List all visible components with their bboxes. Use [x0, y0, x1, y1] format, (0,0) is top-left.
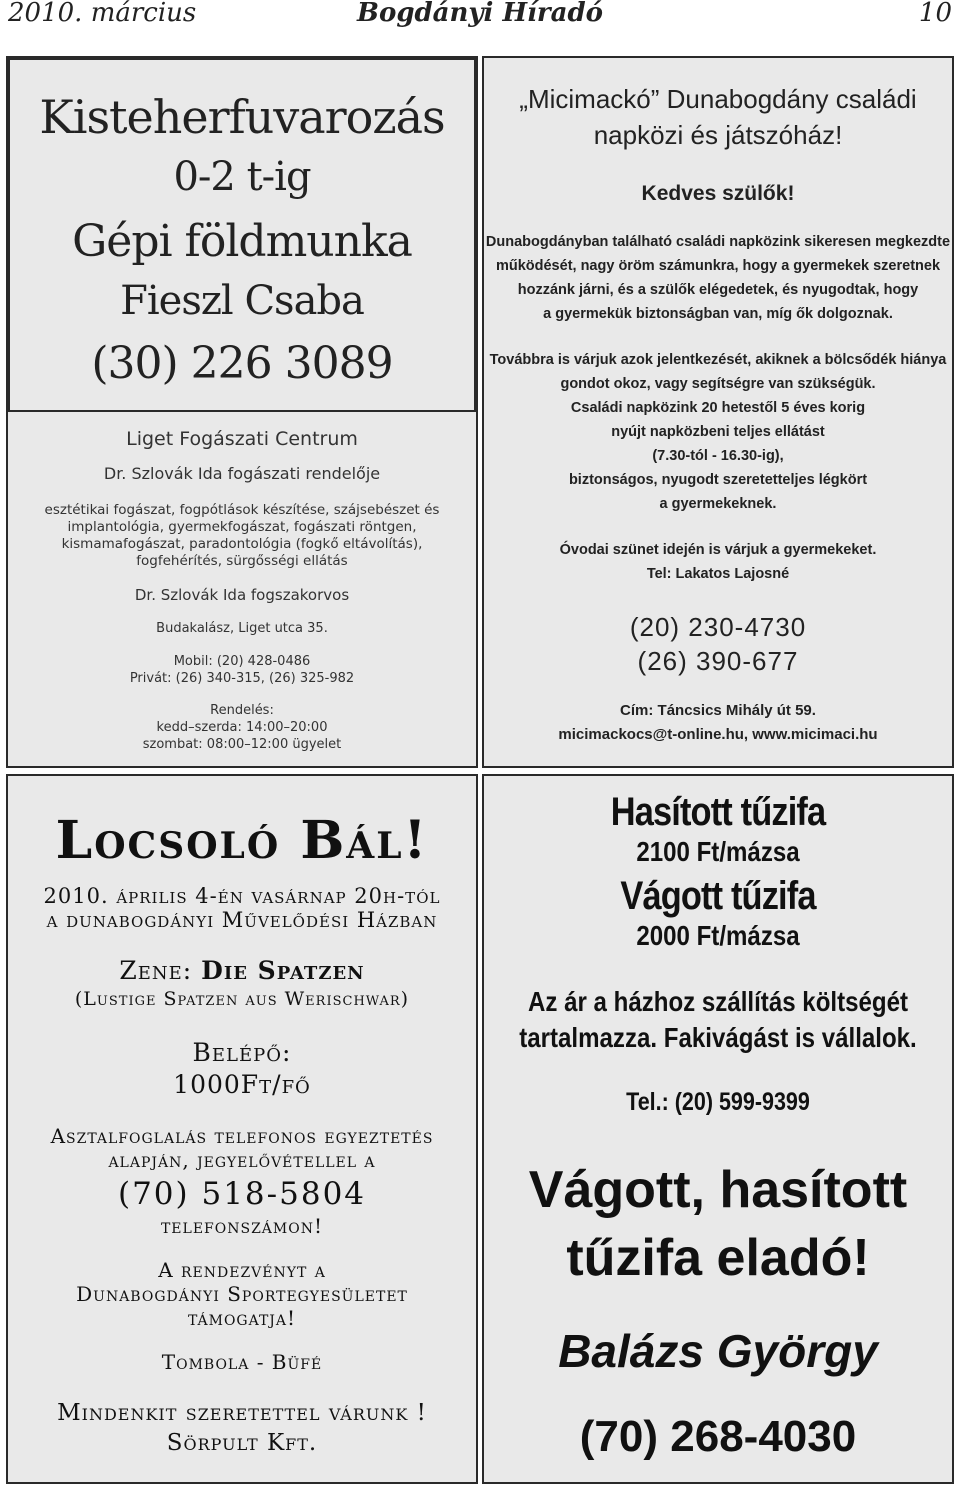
micimacko-para1-1: Dunabogdányban található családi napközink sikeresen megkezdte	[485, 234, 951, 250]
micimacko-para2-6: biztonságos, nyugodt szeretetteljes légkört	[568, 472, 868, 488]
micimacko-web: micimackocs@t-online.hu, www.micimaci.hu	[558, 726, 878, 743]
firewood-price-1: 2100 Ft/mázsa	[636, 836, 800, 867]
micimacko-para2-5: (7.30-tól - 16.30-ig),	[652, 448, 784, 464]
firewood-item-1: Hasított tűzifa	[610, 790, 826, 834]
dental-private-phone: Privát: (26) 340-315, (26) 325-982	[129, 671, 355, 686]
dental-hours-label: Rendelés:	[210, 703, 274, 718]
ball-date-2: a dunabogdányi Művelődési Házban	[46, 908, 438, 932]
ball-booking-2: alapján, jegyelővétellel a	[108, 1148, 376, 1172]
firewood-phone: Tel.: (20) 599-9399	[626, 1088, 810, 1116]
page-number: 10	[918, 0, 952, 28]
page-header	[0, 0, 960, 40]
dental-subtitle: Dr. Szlovák Ida fogászati rendelője	[103, 464, 381, 483]
dental-title: Liget Fogászati Centrum	[126, 428, 358, 450]
micimacko-para2-2: gondot okoz, vagy segítségre van szükségük.	[560, 376, 876, 392]
micimacko-para2-7: a gyermekeknek.	[659, 496, 777, 512]
dental-hours-saturday: szombat: 08:00–12:00 ügyelet	[142, 737, 342, 752]
ball-sponsor-2: Dunabogdányi Sportegyesületet	[76, 1282, 408, 1306]
dental-address: Budakalász, Liget utca 35.	[156, 621, 328, 636]
ball-welcome: Mindenkit szeretettel várunk !	[57, 1400, 427, 1426]
ball-entry-price: 1000Ft/fő	[173, 1070, 311, 1099]
ball-entry-label: Belépő:	[192, 1038, 292, 1067]
dental-hours-weekday: kedd–szerda: 14:00–20:00	[156, 720, 328, 735]
dental-services-2: implantológia, gyermekfogászat, fogászati röntgen,	[67, 519, 417, 535]
ball-music	[8, 956, 476, 985]
ball-date-1: 2010. április 4-én vasárnap 20h-tól	[43, 884, 441, 908]
transport-capacity: 0-2 t-ig	[173, 154, 311, 200]
micimacko-contact: Tel: Lakatos Lajosné	[646, 566, 790, 582]
ball-booking-1: Asztalfoglalás telefonos egyeztetés	[50, 1124, 434, 1148]
firewood-item-2: Vágott tűzifa	[620, 874, 816, 918]
micimacko-phone-1: (20) 230-4730	[629, 612, 807, 642]
ball-sponsor-1: A rendezvényt a	[158, 1258, 326, 1282]
firewood-big-1: Vágott, hasított	[528, 1161, 908, 1219]
dental-mobile: Mobil: (20) 428-0486	[173, 654, 311, 669]
ball-band-subtitle: (Lustige Spatzen aus Werischwar)	[74, 988, 410, 1010]
transport-service-1: Kisteherfuvarozás	[39, 90, 445, 144]
ball-phone-suffix: telefonszámon!	[160, 1214, 324, 1238]
micimacko-title-1: „Micimackó” Dunabogdány családi	[519, 84, 917, 114]
ball-sponsor-3: támogatja!	[187, 1306, 297, 1330]
transport-ad	[8, 58, 476, 412]
micimacko-para2-3: Családi napközink 20 hetestől 5 éves korig	[570, 400, 866, 416]
micimacko-para2-4: nyújt napközbeni teljes ellátást	[611, 424, 825, 440]
firewood-seller-phone: (70) 268-4030	[579, 1412, 857, 1461]
dental-services-3: kismamafogászat, paradontológia (fogkő eltávolítás),	[61, 536, 423, 552]
firewood-note-1: Az ár a házhoz szállítás költségét	[527, 986, 909, 1017]
micimacko-para2-1: Továbbra is várjuk azok jelentkezését, akiknek a bölcsődék hiánya	[489, 352, 947, 368]
transport-service-2: Gépi földmunka	[72, 216, 412, 267]
dental-services-1: esztétikai fogászat, fogpótlások készítése, szájsebészet és	[44, 502, 440, 518]
issue-date: 2010. március	[8, 0, 197, 28]
ball-bar: Sörpult Kft.	[166, 1430, 318, 1456]
firewood-big-2: tűzifa eladó!	[566, 1229, 870, 1287]
micimacko-para1-4: a gyermekük biztonságban van, míg ők dolgoznak.	[543, 306, 893, 322]
dental-ad	[6, 56, 478, 768]
firewood-ad	[482, 774, 954, 1484]
dental-doctor: Dr. Szlovák Ida fogszakorvos	[134, 586, 350, 604]
firewood-price-2: 2000 Ft/mázsa	[636, 920, 800, 951]
micimacko-title-2: napközi és játszóház!	[593, 120, 843, 150]
dental-services-4: fogfehérítés, sürgősségi ellátás	[136, 553, 348, 569]
micimacko-ad	[482, 56, 954, 768]
ball-title: Locsoló Bál!	[55, 810, 429, 871]
ball-phone: (70) 518-5804	[117, 1176, 367, 1212]
ball-band: Die Spatzen	[201, 956, 365, 985]
ball-extras: Tombola - Büfé	[161, 1350, 323, 1374]
ball-music-label: Zene:	[119, 956, 193, 985]
micimacko-para1-3: hozzánk járni, és a szülők elégedetek, és nyugodtak, hogy	[517, 282, 919, 298]
firewood-seller: Balázs György	[558, 1325, 878, 1377]
micimacko-para1-2: működését, nagy öröm számunkra, hogy a gyermekek szeretnek	[495, 258, 941, 274]
firewood-note-2: tartalmazza. Fakivágást is vállalok.	[519, 1022, 917, 1053]
micimacko-phone-2: (26) 390-677	[637, 646, 799, 676]
transport-owner: Fieszl Csaba	[120, 278, 364, 324]
ball-ad	[6, 774, 478, 1484]
micimacko-address: Cím: Táncsics Mihály út 59.	[620, 702, 816, 719]
publication-title: Bogdányi Híradó	[357, 0, 603, 28]
micimacko-summer: Óvodai szünet idején is várjuk a gyermekeket.	[559, 542, 877, 558]
transport-phone: (30) 226 3089	[91, 338, 393, 389]
micimacko-greeting: Kedves szülők!	[641, 182, 795, 205]
